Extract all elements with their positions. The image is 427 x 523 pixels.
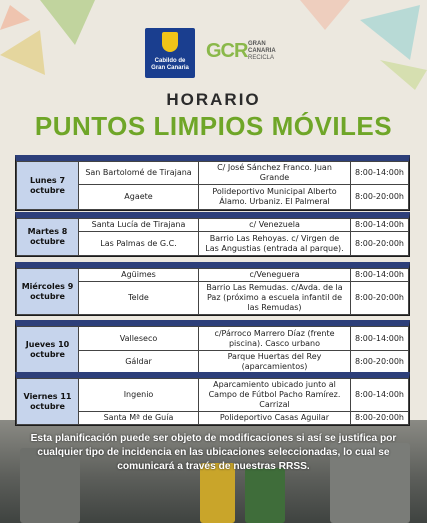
cabildo-logo-line1: Cabildo de (154, 58, 186, 64)
schedule-label: HORARIO (166, 90, 261, 109)
hours-cell: 8:00-20:00h (351, 412, 409, 425)
hours-cell: 8:00-20:00h (351, 282, 409, 315)
day-cell: Lunes 7 octubre (17, 162, 79, 210)
municipality-cell: San Bartolomé de Tirajana (79, 162, 199, 185)
table-row (17, 269, 409, 282)
day-cell: Miércoles 9 octubre (17, 269, 79, 315)
day-block-lunes (15, 155, 410, 211)
location-cell: c/Veneguera (199, 269, 351, 282)
day-cell: Martes 8 octubre (17, 219, 79, 256)
hours-cell: 8:00-14:00h (351, 379, 409, 412)
location-cell: Barrio Las Rehoyas. c/ Virgen de Las Angustias (entrada al parque). (199, 232, 351, 256)
table-row (17, 219, 409, 232)
location-cell: Polideportivo Municipal Alberto Álamo. Urbaniz. El Palmeral (199, 185, 351, 210)
day-cell: Viernes 11 octubre (17, 379, 79, 425)
location-cell: Barrio Las Remudas. c/Avda. de la Paz (próximo a escuela infantil de las Remudas) (199, 282, 351, 315)
location-cell: Polideportivo Casas Aguilar (199, 412, 351, 425)
hours-cell: 8:00-14:00h (351, 269, 409, 282)
municipality-cell: Gáldar (79, 351, 199, 374)
gcr-logo-line3: RECICLA (248, 55, 275, 61)
gcr-logo-line2: CANARIA (248, 48, 276, 54)
location-cell: Parque Huertas del Rey (aparcamientos) (199, 351, 351, 374)
day-block-jueves (15, 320, 410, 375)
day-block-miercoles (15, 262, 410, 316)
municipality-cell: Agüimes (79, 269, 199, 282)
cabildo-logo-line2: Gran Canaria (151, 65, 189, 71)
table-row (17, 379, 409, 412)
gcr-logo-mark: GCR (206, 40, 248, 62)
municipality-cell: Telde (79, 282, 199, 315)
hours-cell: 8:00-14:00h (351, 162, 409, 185)
gcr-logo (206, 38, 286, 68)
location-cell: Aparcamiento ubicado junto al Campo de Fútbol Pacho Ramírez. Carrizal (199, 379, 351, 412)
location-cell: c/Párroco Marrero Díaz (frente piscina). Casco urbano (199, 327, 351, 351)
municipality-cell: Ingenio (79, 379, 199, 412)
page-title: PUNTOS LIMPIOS MÓVILES (34, 111, 393, 141)
day-block-viernes (15, 372, 410, 426)
municipality-cell: Santa Mª de Guía (79, 412, 199, 425)
municipality-cell: Las Palmas de G.C. (79, 232, 199, 256)
location-cell: c/ Venezuela (199, 219, 351, 232)
cabildo-logo (145, 28, 195, 78)
hours-cell: 8:00-14:00h (351, 327, 409, 351)
location-cell: C/ José Sánchez Franco. Juan Grande (199, 162, 351, 185)
disclaimer-note: Esta planificación puede ser objeto de modificaciones si así se justifica por cualquier tipo de incidencia en las ubicaciones seleccionadas, lo cual se comunicará a través de nuestras RRSS. (30, 433, 397, 472)
municipality-cell: Agaete (79, 185, 199, 210)
hours-cell: 8:00-20:00h (351, 351, 409, 374)
day-block-martes (15, 212, 410, 257)
day-cell: Jueves 10 octubre (17, 327, 79, 374)
hours-cell: 8:00-20:00h (351, 232, 409, 256)
municipality-cell: Valleseco (79, 327, 199, 351)
crest-icon (162, 32, 178, 52)
hours-cell: 8:00-20:00h (351, 185, 409, 210)
gcr-logo-line1: GRAN (248, 41, 266, 47)
hours-cell: 8:00-14:00h (351, 219, 409, 232)
table-row (17, 327, 409, 351)
table-row (17, 162, 409, 185)
logo-bar (0, 28, 427, 80)
container-bin (245, 468, 285, 523)
municipality-cell: Santa Lucía de Tirajana (79, 219, 199, 232)
